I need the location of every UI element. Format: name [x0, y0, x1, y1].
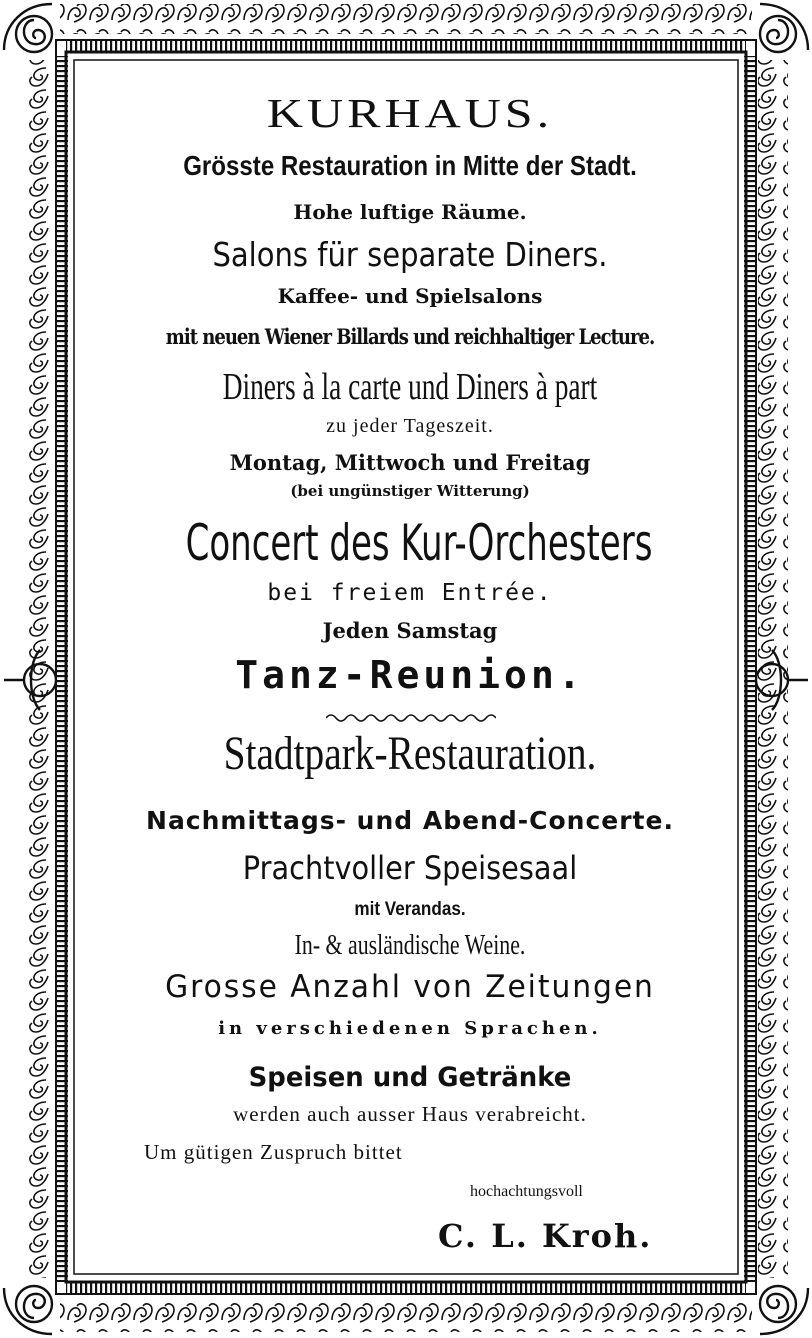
ausser-haus-line: werden auch ausser Haus verabreicht. — [233, 1102, 587, 1126]
closing-line: hochachtungsvoll — [470, 1183, 583, 1200]
speisen-line: Speisen und Getränke — [248, 1062, 572, 1093]
corner-ornament-top-left — [4, 4, 52, 52]
diners-line: Diners à la carte und Diners à part — [222, 366, 598, 408]
entree-line: bei freiem Entrée. — [267, 580, 553, 606]
corner-ornament-bottom-right — [760, 1286, 808, 1334]
speisesaal-line: Prachtvoller Speisesaal — [242, 849, 578, 887]
kurhaus-subtitle: Grösste Restauration in Mitte der Stadt. — [183, 150, 637, 181]
concerte-line: Nachmittags- und Abend-Concerte. — [146, 806, 674, 835]
stadtpark-title: Stadtpark-Restauration. — [223, 727, 597, 780]
concert-line: Concert des Kur-Orchesters — [185, 514, 653, 572]
tanz-reunion-line: Tanz-Reunion. — [235, 653, 585, 697]
days-line: Montag, Mittwoch und Freitag — [229, 450, 591, 475]
kurhaus-title: KURHAUS. — [266, 90, 554, 136]
weather-line: (bei ungünstiger Witterung) — [290, 482, 530, 500]
rooms-line: Hohe luftige Räume. — [293, 200, 527, 224]
billards-line: mit neuen Wiener Billards und reichhaltiger Lecture. — [165, 324, 655, 349]
salons-line: Salons für separate Diners. — [212, 235, 608, 274]
sprachen-line: in verschiedenen Sprachen. — [218, 1018, 602, 1039]
wavy-divider — [326, 712, 496, 724]
kaffee-line: Kaffee- und Spielsalons — [277, 284, 543, 308]
zeitungen-line: Grosse Anzahl von Zeitungen — [165, 969, 655, 1005]
weine-line: In- & ausländische Weine. — [294, 930, 526, 961]
signature: C. L. Kroh. — [438, 1217, 653, 1255]
advertisement-content — [80, 80, 740, 1270]
corner-ornament-bottom-left — [4, 1286, 52, 1334]
samstag-line: Jeden Samstag — [322, 618, 498, 643]
tageszeit-line: zu jeder Tageszeit. — [326, 415, 494, 437]
corner-ornament-top-right — [760, 4, 808, 52]
zuspruch-line: Um gütigen Zuspruch bittet — [144, 1140, 403, 1164]
verandas-line: mit Verandas. — [354, 899, 466, 920]
